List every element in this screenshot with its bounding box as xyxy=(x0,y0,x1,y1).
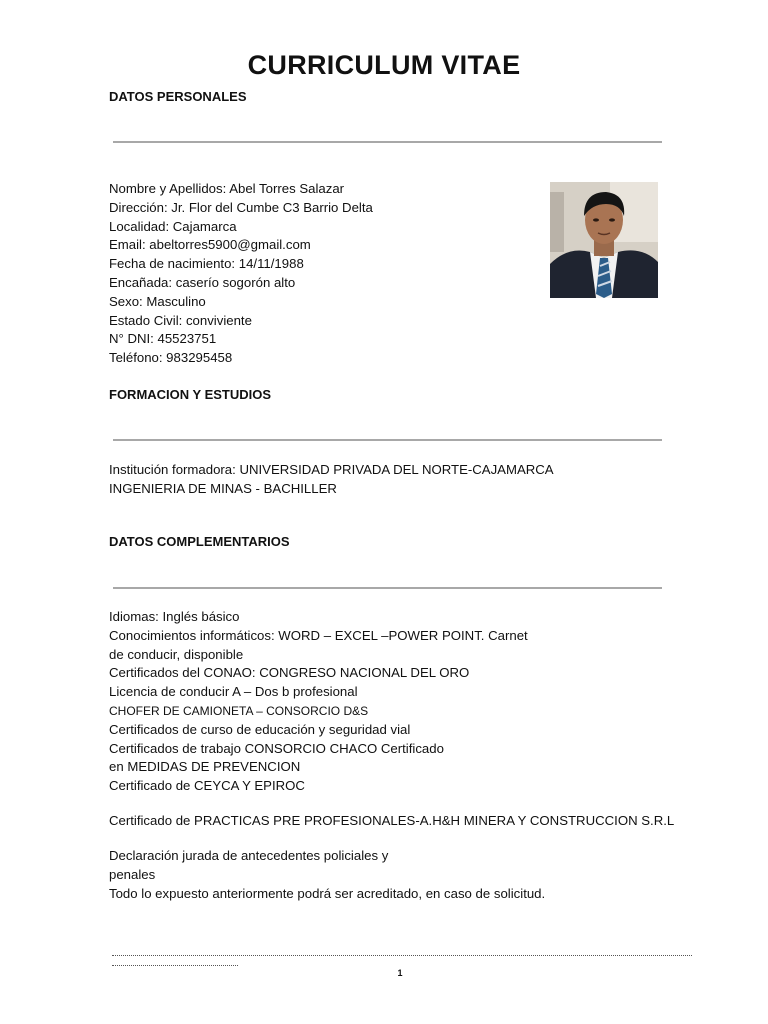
personal-address: Dirección: Jr. Flor del Cumbe C3 Barrio Delta xyxy=(109,199,373,215)
complementary-line: Idiomas: Inglés básico xyxy=(109,609,240,624)
complementary-line: Certificado de CEYCA Y EPIROC xyxy=(109,778,305,794)
section-divider xyxy=(113,141,662,143)
section-heading-complementary: DATOS COMPLEMENTARIOS xyxy=(109,534,290,549)
footer-dotted-line-short xyxy=(112,965,238,966)
personal-dni: N° DNI: 45523751 xyxy=(109,331,217,347)
education-institution: Institución formadora: UNIVERSIDAD PRIVADA DEL NORTE-CAJAMARCA xyxy=(109,462,554,477)
portrait-photo xyxy=(550,182,658,298)
footer-dotted-line xyxy=(112,955,692,956)
page-number: 1 xyxy=(397,968,403,978)
practice-line: Certificado de PRACTICAS PRE PROFESIONALES-A.H&H MINERA Y CONSTRUCCION S.R.L xyxy=(109,813,675,828)
complementary-line: Conocimientos informáticos: WORD – EXCEL –POWER POINT. Carnet xyxy=(109,627,528,643)
complementary-line: Certificados del CONAO: CONGRESO NACIONAL DEL ORO xyxy=(109,665,470,681)
section-divider xyxy=(113,587,662,589)
personal-locality: Localidad: Cajamarca xyxy=(109,218,237,234)
personal-sex: Sexo: Masculino xyxy=(109,293,206,309)
complementary-line: Licencia de conducir A – Dos b profesional xyxy=(109,684,358,700)
personal-civil-status: Estado Civil: conviviente xyxy=(109,312,252,328)
section-heading-education: FORMACION Y ESTUDIOS xyxy=(109,387,272,402)
declaration-line: penales xyxy=(109,866,156,882)
personal-encanada: Encañada: caserío sogorón alto xyxy=(109,274,296,290)
section-heading-personal: DATOS PERSONALES xyxy=(109,89,247,104)
personal-birthdate: Fecha de nacimiento: 14/11/1988 xyxy=(109,256,304,272)
complementary-line: CHOFER DE CAMIONETA – CONSORCIO D&S xyxy=(109,703,369,718)
complementary-line: Certificados de trabajo CONSORCIO CHACO Certificado xyxy=(109,740,444,756)
personal-info-list xyxy=(109,180,373,368)
declaration-block xyxy=(109,847,545,903)
practice-certificate xyxy=(109,812,674,831)
education-list xyxy=(109,461,554,499)
personal-email: Email: abeltorres5900@gmail.com xyxy=(109,237,311,253)
section-divider xyxy=(113,439,662,441)
education-degree: INGENIERIA DE MINAS - BACHILLER xyxy=(109,480,337,496)
personal-name: Nombre y Apellidos: Abel Torres Salazar xyxy=(109,181,345,196)
document-title: CURRICULUM VITAE xyxy=(247,50,521,80)
complementary-line: de conducir, disponible xyxy=(109,646,244,662)
complementary-line: Certificados de curso de educación y seguridad vial xyxy=(109,721,411,737)
complementary-list xyxy=(109,608,528,796)
declaration-line: Declaración jurada de antecedentes policiales y xyxy=(109,848,389,863)
declaration-line: Todo lo expuesto anteriormente podrá ser acreditado, en caso de solicitud. xyxy=(109,885,546,901)
complementary-line: en MEDIDAS DE PREVENCION xyxy=(109,759,301,775)
personal-phone: Teléfono: 983295458 xyxy=(109,350,233,366)
